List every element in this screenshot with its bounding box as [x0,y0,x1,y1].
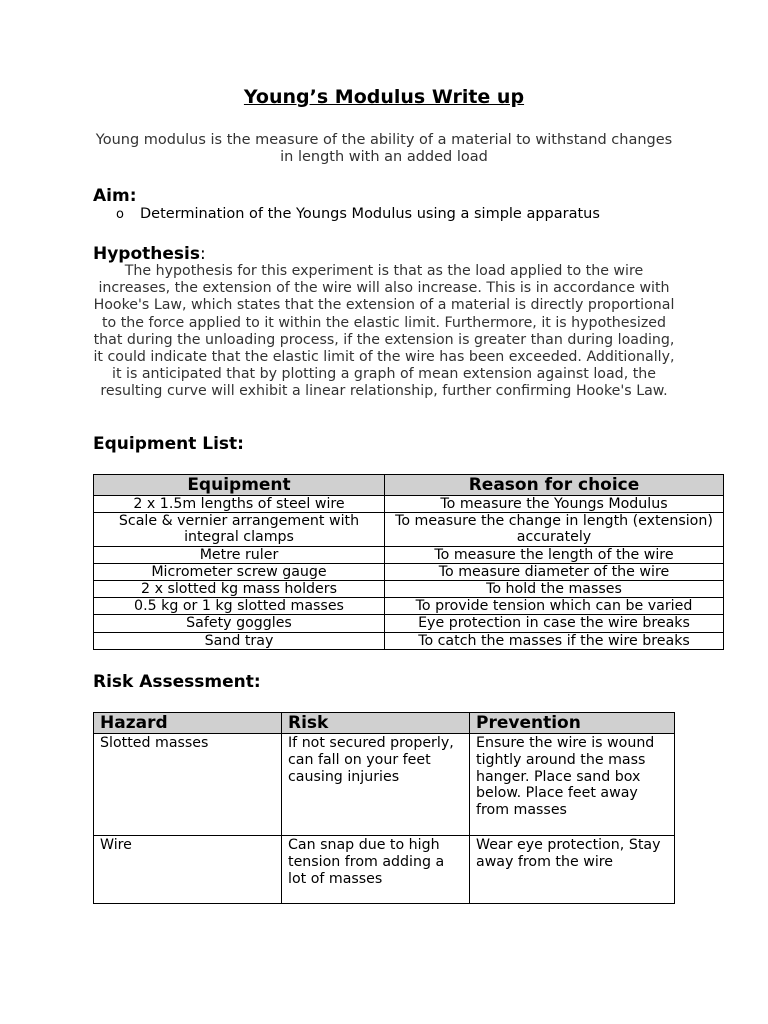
equipment-cell: Sand tray [94,632,385,649]
equipment-cell: 2 x slotted kg mass holders [94,581,385,598]
reason-cell: To hold the masses [385,581,724,598]
reason-cell: To measure the change in length (extension) accurately [385,513,724,546]
risk-cell: Can snap due to high tension from adding a lot of masses [282,836,470,904]
bullet-marker: o [116,207,124,222]
page-title: Young’s Modulus Write up [243,86,525,108]
risk-cell: If not secured properly, can fall on your feet causing injuries [282,734,470,836]
aim-item-text: Determination of the Youngs Modulus using a simple apparatus [140,206,600,222]
hazard-cell: Slotted masses [94,734,282,836]
reason-cell: To catch the masses if the wire breaks [385,632,724,649]
table-row [94,734,675,836]
intro-paragraph: Young modulus is the measure of the ability of a material to withstand changes in length with an added load [95,132,673,165]
equipment-table [93,474,724,650]
prevention-cell: Ensure the wire is wound tightly around the mass hanger. Place sand box below. Place feet away from masses [470,734,675,836]
table-row [94,546,724,563]
table-row [94,598,724,615]
table-row [94,563,724,580]
equipment-column-header: Equipment [94,475,385,496]
table-row [94,615,724,632]
aim-list-item [116,206,600,222]
risk-assessment-heading: Risk Assessment: [93,672,261,692]
aim-heading: Aim: [93,186,137,206]
equipment-cell: Scale & vernier arrangement with integral clamps [94,513,385,546]
reason-cell: To measure diameter of the wire [385,563,724,580]
hypothesis-paragraph: The hypothesis for this experiment is that as the load applied to the wire increases, the extension of the wire will also increase. This is in accordance with Hooke's Law, which states that the extension of a material is directly proportional to the force applied to it within the elastic limit. Furthermore, it is hypothesized that during the unloading process, if the extension is greater than during loading, it could indicate that the elastic limit of the wire has been exceeded. Additionally, it is anticipated that by plotting a graph of mean extension against load, the resulting curve will exhibit a linear relationship, further confirming Hooke's Law. [93,263,675,400]
table-header-row [94,475,724,496]
equipment-cell: 2 x 1.5m lengths of steel wire [94,496,385,513]
hazard-column-header: Hazard [94,713,282,734]
table-row [94,496,724,513]
table-row [94,513,724,546]
table-row [94,581,724,598]
table-header-row [94,713,675,734]
reason-cell: Eye protection in case the wire breaks [385,615,724,632]
equipment-cell: Metre ruler [94,546,385,563]
prevention-cell: Wear eye protection, Stay away from the wire [470,836,675,904]
equipment-heading: Equipment List: [93,434,244,454]
reason-cell: To provide tension which can be varied [385,598,724,615]
equipment-cell: 0.5 kg or 1 kg slotted masses [94,598,385,615]
prevention-column-header: Prevention [470,713,675,734]
equipment-cell: Micrometer screw gauge [94,563,385,580]
reason-column-header: Reason for choice [385,475,724,496]
reason-cell: To measure the Youngs Modulus [385,496,724,513]
hypothesis-heading-text: Hypothesis [93,244,200,264]
hypothesis-colon: : [199,244,206,264]
risk-column-header: Risk [282,713,470,734]
hazard-cell: Wire [94,836,282,904]
table-row [94,632,724,649]
equipment-cell: Safety goggles [94,615,385,632]
risk-assessment-table [93,712,675,904]
reason-cell: To measure the length of the wire [385,546,724,563]
table-row [94,836,675,904]
hypothesis-heading [93,244,206,264]
